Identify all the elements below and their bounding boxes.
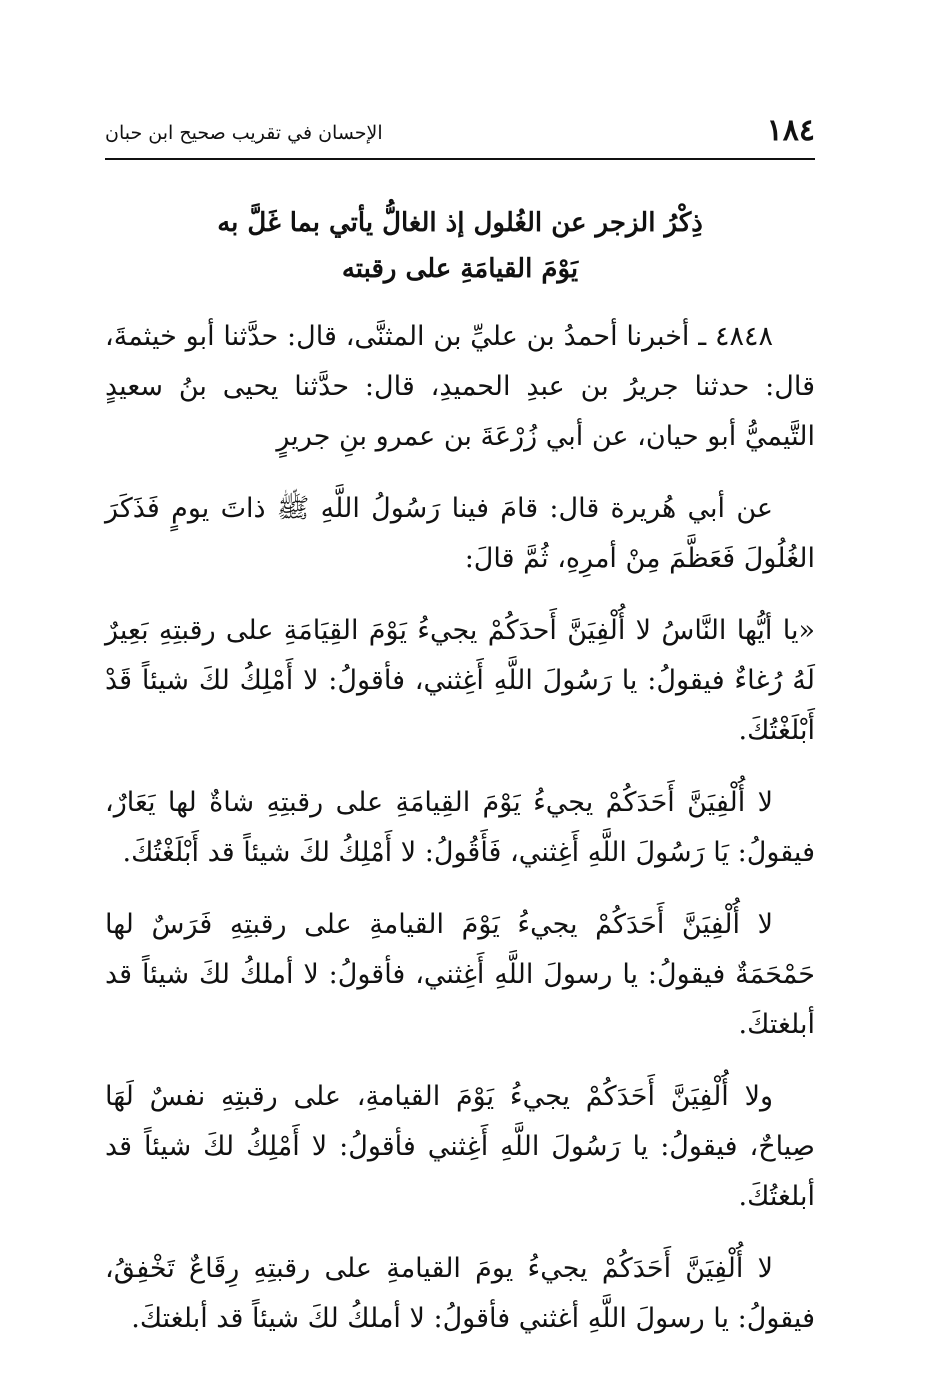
section-title-line-1: ذِكْرُ الزجر عن الغُلول إذ الغالُّ يأتي بما غَلَّ به	[217, 208, 703, 238]
isnad-text: ـ أخبرنا أحمدُ بن عليِّ بن المثنَّى، قال: حدَّثنا أبو خيثمةَ، قال: حدثنا جريرُ بن عبدِ الحميدِ، قال: حدَّثنا يحيى بنُ سعيدٍ التَّيميُّ أبو حيان، عن أبي زُرْعَةَ بن عمرو بنِ جريرٍ	[105, 321, 815, 452]
isnad-paragraph	[105, 312, 815, 462]
running-header	[105, 110, 815, 160]
book-title: الإحسان في تقريب صحيح ابن حبان	[105, 122, 383, 144]
page-number: ١٨٤	[766, 113, 815, 148]
hadith-paragraph: عن أبي هُريرة قال: قامَ فينا رَسُولُ اللَّهِ ﷺ ذاتَ يومٍ فَذَكَرَ الغُلُولَ فَعَظَّمَ مِنْ أمرِهِ، ثُمَّ قالَ:	[105, 493, 815, 574]
hadith-paragraph: لا أُلْفِيَنَّ أَحَدَكُمْ يجيءُ يَوْمَ القِيامَةِ على رقبتِهِ شاةٌ لها يَعَارٌ، فيقولُ: يَا رَسُولَ اللَّهِ أَغِثني، فَأَقُولُ: لا أَمْلِكُ لكَ شيئاً قد أَبْلَغْتُكَ.	[105, 787, 815, 868]
hadith-paragraph: لا أُلْفِيَنَّ أَحَدَكُمْ يجيءُ يومَ القيامةِ على رقبتِهِ رِقَاعٌ تَخْفِقُ، فيقولُ: يا رسولَ اللَّهِ أغثني فأقولُ: لا أملكُ لكَ شيئاً قد أبلغتكَ.	[105, 1253, 815, 1334]
hadith-number: ٤٨٤٨	[714, 321, 773, 352]
hadith-paragraph: لا أُلْفِيَنَّ أَحَدَكُمْ يجيءُ يَوْمَ القيامةِ على رقبتِهِ فَرَسٌ لها حَمْحَمَةٌ فيقولُ: يا رسولَ اللَّهِ أَغِثني، فأقولُ: لا أملكُ لكَ شيئاً قد أبلغتكَ.	[105, 909, 815, 1040]
section-title-line-2: يَوْمَ القيامَةِ على رقبته	[341, 254, 579, 284]
document-page	[105, 110, 815, 1366]
hadith-paragraph: «يا أيُّها النَّاسُ لا أُلْفِيَنَّ أَحدَكُمْ يجيءُ يَوْمَ القِيَامَةِ على رقبتِهِ بَعِيرٌ لَهُ رُغاءٌ فيقولُ: يا رَسُولَ اللَّهِ أَغِثني، فأقولُ: لا أَمْلِكُ لكَ شيئاً قَدْ أَبْلَغْتُكَ.	[105, 615, 815, 746]
hadith-paragraph: ولا أُلْفِيَنَّ أَحَدَكُمْ يجيءُ يَوْمَ القيامةِ، على رقبتِهِ نفسٌ لَهَا صِياحٌ، فيقولُ: يا رَسُولَ اللَّهِ أَغِثني فأقولُ: لا أَمْلِكُ لكَ شيئاً قد أبلغتُكَ.	[105, 1081, 815, 1212]
section-heading	[105, 200, 815, 292]
